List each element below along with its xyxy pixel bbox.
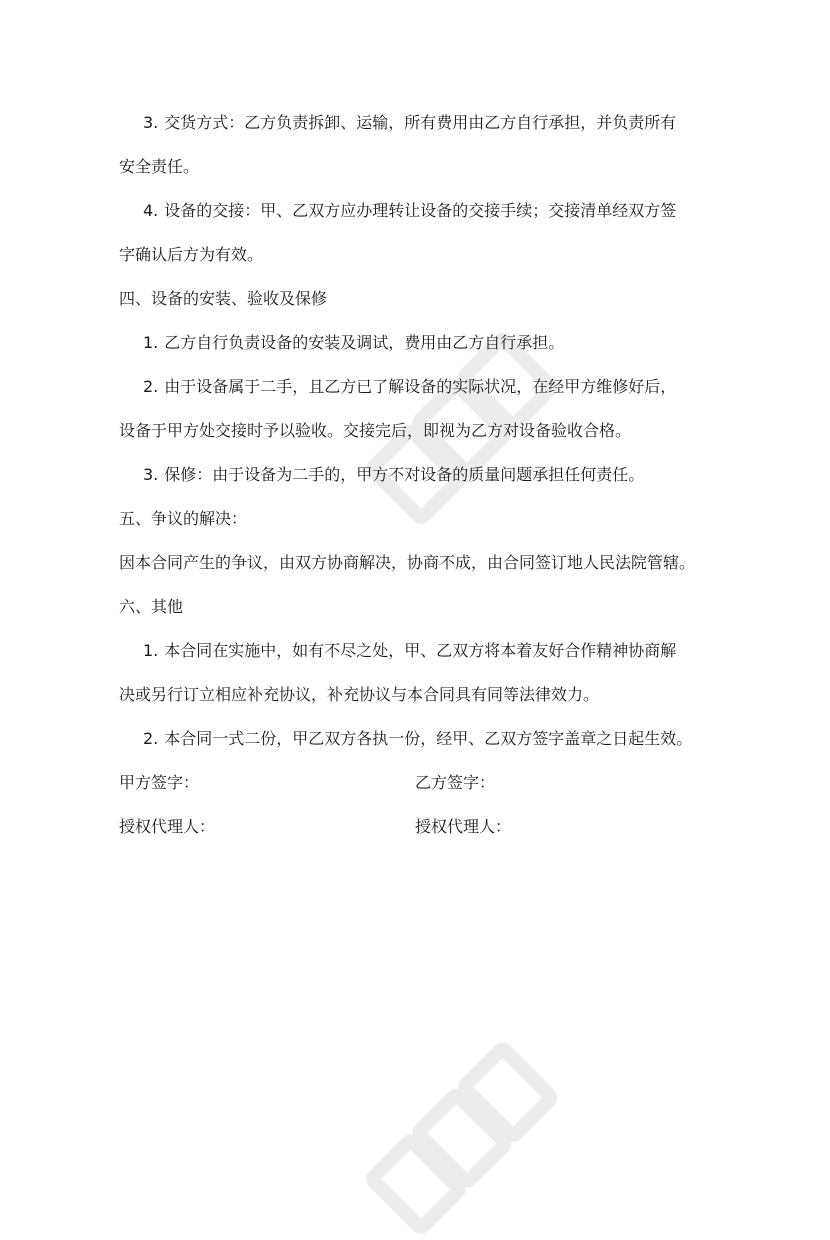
dispute-resolution-text: 因本合同产生的争议，由双方协商解决，协商不成，由合同签订地人民法院管辖。	[119, 553, 696, 572]
equipment-handover-line1	[143, 201, 676, 221]
item-number: 3.	[143, 113, 159, 132]
delivery-method-line2: 安全责任。	[119, 157, 200, 176]
installation-item-line1	[143, 333, 564, 353]
item-number: 2.	[143, 729, 159, 748]
item-text: 保修：由于设备为二手的，甲方不对设备的质量问题承担任何责任。	[164, 465, 645, 484]
item-number: 1.	[143, 641, 159, 660]
item-number: 3.	[143, 465, 159, 484]
party-a-agent-label: 授权代理人：	[119, 817, 216, 836]
section4-heading: 四、设备的安装、验收及保修	[119, 289, 328, 308]
acceptance-item-line2: 设备于甲方处交接时予以验收。交接完后，即视为乙方对设备验收合格。	[119, 421, 632, 440]
item-number: 2.	[143, 377, 159, 396]
item-text: 设备的交接：甲、乙双方应办理转让设备的交接手续；交接清单经双方签	[164, 201, 677, 220]
party-b-agent-label: 授权代理人：	[415, 817, 512, 836]
section6-heading: 六、其他	[119, 597, 184, 616]
item-text: 由于设备属于二手，且乙方已了解设备的实际状况，在经甲方维修好后，	[164, 377, 677, 396]
item-text: 本合同在实施中，如有不尽之处，甲、乙双方将本着友好合作精神协商解	[164, 641, 677, 660]
item-text: 本合同一式二份，甲乙双方各执一份，经甲、乙双方签字盖章之日起生效。	[164, 729, 693, 748]
party-a-signature-label: 甲方签字：	[119, 773, 200, 792]
item-number: 1.	[143, 333, 159, 352]
equipment-handover-line2: 字确认后方为有效。	[119, 245, 264, 264]
item-text: 交货方式：乙方负责拆卸、运输，所有费用由乙方自行承担，并负责所有	[164, 113, 677, 132]
delivery-method-line1	[143, 113, 676, 133]
item-text: 乙方自行负责设备的安装及调试，费用由乙方自行承担。	[164, 333, 565, 352]
section5-heading: 五、争议的解决：	[119, 509, 248, 528]
party-b-signature-label: 乙方签字：	[415, 773, 496, 792]
other-item2-line1	[143, 729, 692, 749]
acceptance-item-line1	[143, 377, 676, 397]
item-number: 4.	[143, 201, 159, 220]
watermark-bottom	[330, 1040, 590, 1240]
other-item1-line1	[143, 641, 676, 661]
warranty-item-line1	[143, 465, 644, 485]
other-item1-line2: 决或另行订立相应补充协议，补充协议与本合同具有同等法律效力。	[119, 685, 600, 704]
